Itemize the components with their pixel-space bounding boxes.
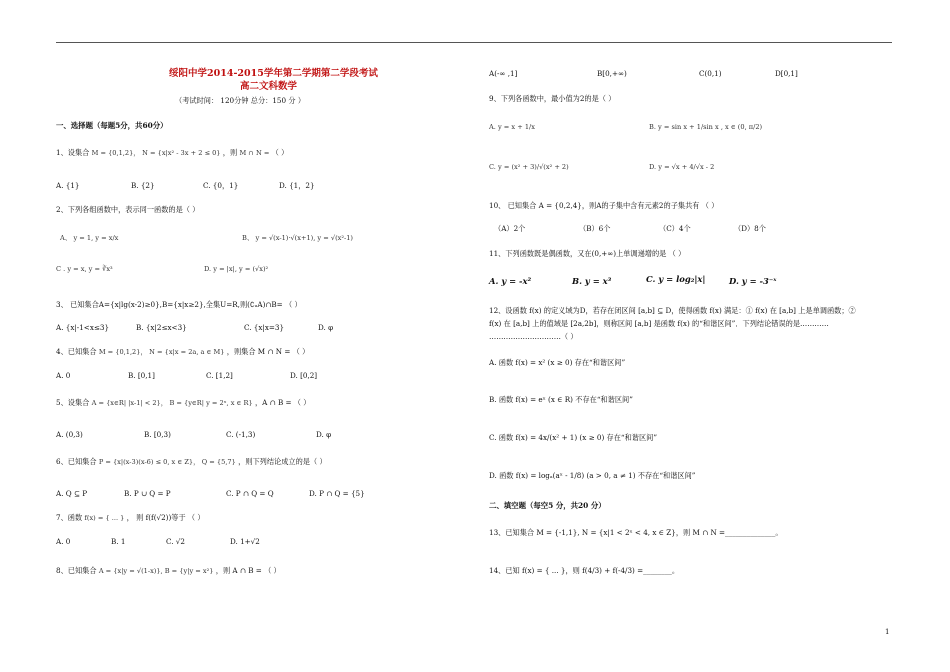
q10-option-c: （C）4个 — [659, 224, 691, 233]
q4-tail: ，则集合 M ∩ N = （ ） — [226, 347, 310, 356]
q5-tail: ，A ∩ B = （ ） — [254, 398, 311, 407]
q1-blank: （ ） — [271, 148, 289, 157]
q7-option-a: A. 0 — [56, 537, 71, 546]
q14-stem: 14、已知 f(x) = { ... }，则 f(4/3) + f(-4/3) =________。 — [489, 566, 680, 575]
page-number: 1 — [885, 628, 890, 636]
q9-option-a: A. y = x + 1/x — [489, 123, 535, 131]
q6-label: 6、已知集合 — [56, 457, 97, 466]
q1-then: ，则 — [222, 148, 238, 157]
q1-option-a: A. {1} — [56, 181, 80, 190]
exam-subtitle: 高二文科数学 — [240, 81, 298, 92]
q1-option-c: C. {0，1} — [203, 181, 239, 190]
q8-option-a: A(-∞ ,1] — [489, 69, 518, 78]
q12-option-d: D. 函数 f(x) = logₐ(aˣ - 1/8) (a > 0, a ≠ 1) 不存在“和谐区间” — [489, 471, 696, 480]
q5-option-b: B. [0,3) — [144, 430, 171, 439]
q10-stem: 10、 已知集合 A = {0,2,4}，则A的子集中含有元素2的子集共有 （ ） — [489, 201, 719, 210]
q9-option-d: D. y = √x + 4/√x - 2 — [649, 163, 715, 171]
q8-option-c: C(0,1) — [699, 69, 722, 78]
q8-option-b: B[0,+∞) — [597, 69, 627, 78]
q8-label: 8、已知集合 — [56, 566, 97, 575]
q4-option-c: C. [1,2] — [206, 371, 233, 380]
q10-option-b: （B）6个 — [579, 224, 611, 233]
q6-sets: P = {x|(x-3)(x-6) ≤ 0, x ∈ Z}， Q = {5,7} — [98, 458, 236, 466]
q7-option-d: D. 1+√2 — [230, 537, 260, 546]
q2-option-c: C . y = x, y = ∛x³ — [56, 265, 113, 273]
q1-option-d: D. {1，2} — [279, 181, 315, 190]
q9-option-c: C. y = (x² + 3)/√(x² + 2) — [489, 163, 569, 171]
q4-option-a: A. 0 — [56, 371, 71, 380]
q3-option-c: C. {x|x=3} — [244, 323, 285, 332]
q1-option-b: B. {2} — [131, 181, 155, 190]
q13-stem: 13、已知集合 M = {-1,1}, N = {x|1 < 2ˣ < 4, x ∈ Z}，则 M ∩ N =______________。 — [489, 528, 783, 537]
q1-expr: M ∩ N = — [239, 149, 270, 157]
q11-option-c: C. y = log₂|x| — [646, 274, 706, 284]
q5-option-d: D. φ — [316, 430, 332, 439]
q6-option-a: A. Q ⊆ P — [56, 489, 88, 498]
header-rule — [56, 42, 892, 43]
q4-label: 4、已知集合 — [56, 347, 97, 356]
exam-title: 绥阳中学2014-2015学年第二学期第二学段考试 — [169, 68, 378, 79]
q1-label: 1、设集合 — [56, 148, 90, 157]
q2-stem: 2、下列各组函数中，表示同一函数的是（ ） — [56, 205, 200, 214]
q12-line-2: f(x) 在 [a,b] 上的值域是 [2a,2b]，则称区间 [a,b] 是函数 f(x) 的“和谐区间”．下列结论错误的是………… — [489, 319, 829, 328]
q3-option-b: B. {x|2≤x<3} — [136, 323, 187, 332]
q12-line-3: …………………………（ ） — [489, 332, 578, 341]
q6-stem — [56, 458, 327, 467]
q4-option-b: B. [0,1] — [128, 371, 155, 380]
q11-stem: 11、下列函数既是偶函数，又在(0,+∞)上单调递增的是 （ ） — [489, 249, 686, 258]
q6-option-c: C. P ∩ Q = Q — [226, 489, 274, 498]
q11-option-a: A. y = -x² — [489, 276, 532, 286]
section-fill-heading: 二、填空题（每空5 分，共20 分） — [489, 501, 606, 510]
exam-meta: （考试时间： 120分钟 总分：150 分 ） — [175, 96, 306, 105]
section-choice-heading: 一、选择题（每题5分，共60分） — [56, 121, 168, 130]
q11-option-b: B. y = x³ — [572, 276, 612, 286]
q8-sets: A = {x|y = √(1-x)}, B = {y|y = x²} — [98, 567, 214, 575]
q2-option-a: A、 y = 1, y = x/x — [60, 234, 119, 242]
q11-option-d: D. y = -3⁻ˣ — [729, 276, 777, 286]
q5-option-c: C. (-1,3) — [226, 430, 256, 439]
q5-stem — [56, 399, 310, 408]
q10-option-a: （A）2个 — [494, 224, 526, 233]
q7-piecewise: f(x) = { ... } — [84, 514, 125, 522]
q7-stem — [56, 514, 205, 523]
q1-set-m: M = {0,1,2}， — [91, 149, 140, 157]
q7-label: 7、函数 — [56, 513, 83, 522]
q5-sets: A = {x∈R| |x-1| < 2}， B = {y∈R| y = 2ˣ, x ∈ R} — [91, 399, 253, 407]
q3-option-d: D. φ — [318, 323, 334, 332]
q4-sets: M = {0,1,2}， N = {x|x = 2a, a ∈ M} — [98, 348, 225, 356]
q9-stem: 9、下列各函数中，最小值为2的是（ ） — [489, 94, 616, 103]
q1-stem — [56, 149, 288, 158]
q6-option-d: D. P ∩ Q = {5} — [309, 489, 365, 498]
q8-stem — [56, 567, 281, 576]
q12-option-b: B. 函数 f(x) = eˣ (x ∈ R) 不存在“和谐区间” — [489, 395, 633, 404]
q7-tail: ， 则 f(f(√2))等于 （ ） — [126, 513, 205, 522]
q12-option-c: C. 函数 f(x) = 4x/(x² + 1) (x ≥ 0) 存在“和谐区间” — [489, 433, 658, 442]
q3-stem: 3、 已知集合A={x|lg(x-2)≥0},B={x|x≥2},全集U=R,则(∁ᵤA)∩B= （ ） — [56, 300, 302, 309]
q5-option-a: A. (0,3) — [56, 430, 83, 439]
q12-line-1: 12、设函数 f(x) 的定义域为D，若存在闭区间 [a,b] ⊆ D，使得函数 f(x) 满足：① f(x) 在 [a,b] 上是单调函数；② — [489, 306, 856, 315]
q4-option-d: D. [0,2] — [290, 371, 318, 380]
q7-option-c: C. √2 — [166, 537, 185, 546]
q8-tail: ，则 A ∩ B = （ ） — [215, 566, 281, 575]
q5-label: 5、设集合 — [56, 398, 90, 407]
q9-option-b: B. y = sin x + 1/sin x , x ∈ (0, π/2) — [649, 123, 763, 131]
q7-option-b: B. 1 — [111, 537, 126, 546]
q2-option-b: B、 y = √(x-1)·√(x+1), y = √(x²-1) — [242, 234, 353, 242]
q3-option-a: A. {x|-1<x≤3} — [56, 323, 110, 332]
q1-set-n: N = {x|x² - 3x + 2 ≤ 0} — [142, 149, 221, 157]
q6-tail: ，则下列结论成立的是（ ） — [238, 457, 327, 466]
q12-option-a: A. 函数 f(x) = x² (x ≥ 0) 存在“和谐区间” — [489, 358, 626, 367]
q10-option-d: （D）8个 — [734, 224, 766, 233]
q8-option-d: D[0,1] — [775, 69, 798, 78]
q2-option-d: D. y = |x|, y = (√x)² — [204, 265, 269, 273]
q4-stem — [56, 348, 309, 357]
q6-option-b: B. P ∪ Q = P — [124, 489, 171, 498]
